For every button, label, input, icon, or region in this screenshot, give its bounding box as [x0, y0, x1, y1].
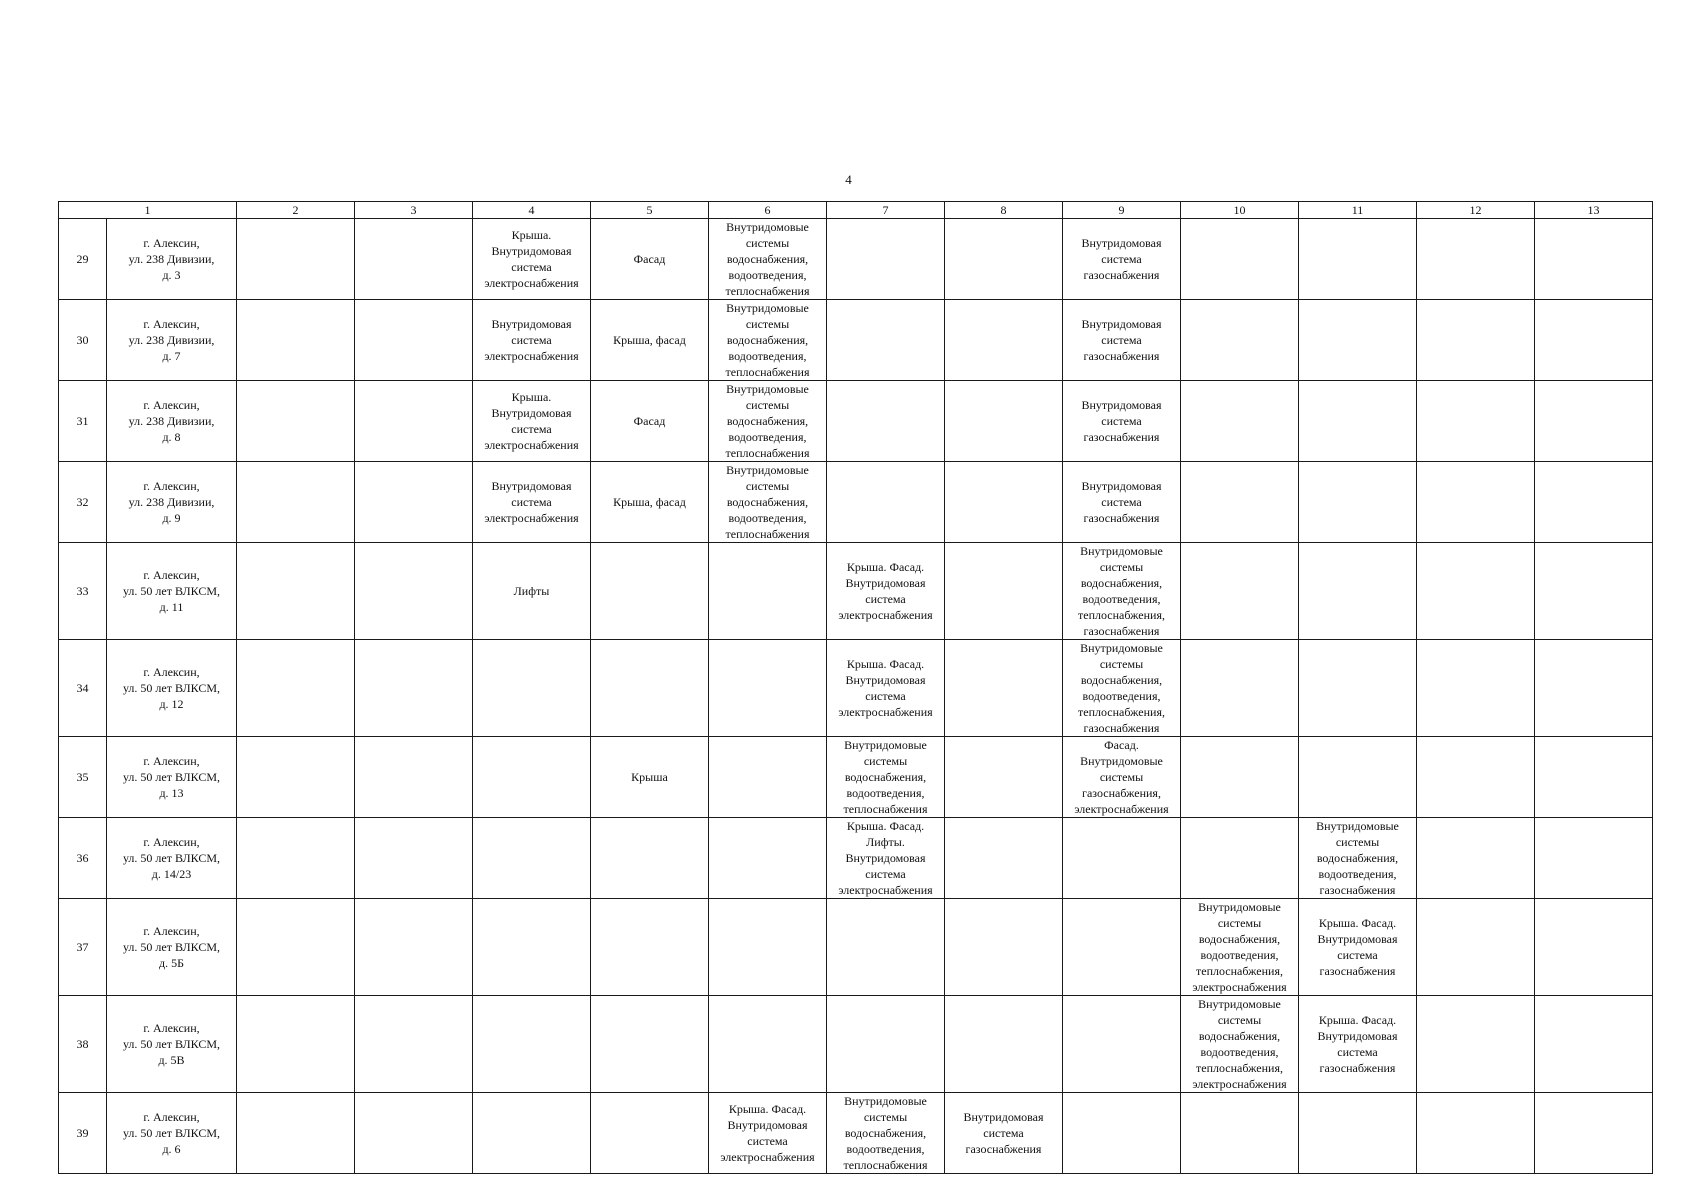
address-cell: г. Алексин, ул. 50 лет ВЛКСМ, д. 13 — [107, 737, 237, 818]
column-header-2: 2 — [237, 202, 355, 219]
column-header-10: 10 — [1181, 202, 1299, 219]
cell-col-7: Крыша. Фасад. Внутридомовая система электроснабжения — [827, 543, 945, 640]
cell-col-12 — [1417, 300, 1535, 381]
row-number: 34 — [59, 640, 107, 737]
cell-col-6 — [709, 737, 827, 818]
cell-col-2 — [237, 640, 355, 737]
address-cell: г. Алексин, ул. 50 лет ВЛКСМ, д. 12 — [107, 640, 237, 737]
cell-col-3 — [355, 818, 473, 899]
cell-col-2 — [237, 818, 355, 899]
table-row — [59, 300, 1653, 381]
table-row — [59, 899, 1653, 996]
cell-col-9: Внутридомовая система газоснабжения — [1063, 219, 1181, 300]
cell-col-4: Лифты — [473, 543, 591, 640]
cell-col-6 — [709, 640, 827, 737]
cell-col-6 — [709, 899, 827, 996]
cell-col-4: Внутридомовая система электроснабжения — [473, 300, 591, 381]
table-row — [59, 543, 1653, 640]
row-number: 33 — [59, 543, 107, 640]
cell-col-3 — [355, 219, 473, 300]
cell-col-10 — [1181, 1093, 1299, 1174]
row-number: 38 — [59, 996, 107, 1093]
column-header-9: 9 — [1063, 202, 1181, 219]
header-row — [59, 202, 1653, 219]
cell-col-8 — [945, 996, 1063, 1093]
cell-col-12 — [1417, 462, 1535, 543]
cell-col-10: Внутридомовые системы водоснабжения, водоотведения, теплоснабжения, электроснабжения — [1181, 996, 1299, 1093]
row-number: 29 — [59, 219, 107, 300]
cell-col-13 — [1535, 1093, 1653, 1174]
cell-col-10 — [1181, 381, 1299, 462]
column-header-13: 13 — [1535, 202, 1653, 219]
column-header-11: 11 — [1299, 202, 1417, 219]
table-row — [59, 737, 1653, 818]
cell-col-6: Внутридомовые системы водоснабжения, водоотведения, теплоснабжения — [709, 300, 827, 381]
address-cell: г. Алексин, ул. 238 Дивизии, д. 8 — [107, 381, 237, 462]
cell-col-7: Внутридомовые системы водоснабжения, водоотведения, теплоснабжения — [827, 737, 945, 818]
cell-col-8 — [945, 543, 1063, 640]
cell-col-6 — [709, 996, 827, 1093]
cell-col-6: Крыша. Фасад. Внутридомовая система электроснабжения — [709, 1093, 827, 1174]
cell-col-4 — [473, 640, 591, 737]
cell-col-10 — [1181, 640, 1299, 737]
cell-col-12 — [1417, 899, 1535, 996]
cell-col-5: Фасад — [591, 381, 709, 462]
cell-col-12 — [1417, 818, 1535, 899]
cell-col-2 — [237, 381, 355, 462]
cell-col-8 — [945, 640, 1063, 737]
cell-col-11: Внутридомовые системы водоснабжения, водоотведения, газоснабжения — [1299, 818, 1417, 899]
cell-col-3 — [355, 737, 473, 818]
cell-col-11 — [1299, 462, 1417, 543]
cell-col-4 — [473, 818, 591, 899]
cell-col-3 — [355, 300, 473, 381]
cell-col-11 — [1299, 219, 1417, 300]
table-body — [59, 202, 1653, 1174]
cell-col-11: Крыша. Фасад. Внутридомовая система газоснабжения — [1299, 996, 1417, 1093]
cell-col-13 — [1535, 300, 1653, 381]
address-cell: г. Алексин, ул. 50 лет ВЛКСМ, д. 5В — [107, 996, 237, 1093]
cell-col-3 — [355, 462, 473, 543]
address-cell: г. Алексин, ул. 238 Дивизии, д. 7 — [107, 300, 237, 381]
cell-col-7: Крыша. Фасад. Внутридомовая система электроснабжения — [827, 640, 945, 737]
cell-col-3 — [355, 381, 473, 462]
cell-col-2 — [237, 737, 355, 818]
cell-col-13 — [1535, 899, 1653, 996]
column-header-12: 12 — [1417, 202, 1535, 219]
cell-col-11 — [1299, 381, 1417, 462]
cell-col-7 — [827, 381, 945, 462]
cell-col-11 — [1299, 640, 1417, 737]
column-header-1: 1 — [59, 202, 237, 219]
column-header-4: 4 — [473, 202, 591, 219]
cell-col-10 — [1181, 300, 1299, 381]
cell-col-5 — [591, 1093, 709, 1174]
cell-col-13 — [1535, 462, 1653, 543]
cell-col-2 — [237, 219, 355, 300]
cell-col-6: Внутридомовые системы водоснабжения, водоотведения, теплоснабжения — [709, 462, 827, 543]
cell-col-12 — [1417, 219, 1535, 300]
table-row — [59, 1093, 1653, 1174]
cell-col-8 — [945, 381, 1063, 462]
cell-col-12 — [1417, 640, 1535, 737]
page-number: 4 — [845, 172, 852, 187]
address-cell: г. Алексин, ул. 50 лет ВЛКСМ, д. 6 — [107, 1093, 237, 1174]
cell-col-12 — [1417, 543, 1535, 640]
cell-col-7 — [827, 300, 945, 381]
cell-col-12 — [1417, 381, 1535, 462]
row-number: 36 — [59, 818, 107, 899]
cell-col-12 — [1417, 737, 1535, 818]
row-number: 32 — [59, 462, 107, 543]
cell-col-13 — [1535, 640, 1653, 737]
cell-col-2 — [237, 1093, 355, 1174]
cell-col-5: Фасад — [591, 219, 709, 300]
cell-col-11 — [1299, 737, 1417, 818]
cell-col-12 — [1417, 1093, 1535, 1174]
cell-col-6 — [709, 818, 827, 899]
cell-col-4 — [473, 899, 591, 996]
cell-col-9: Внутридомовая система газоснабжения — [1063, 381, 1181, 462]
table-row — [59, 818, 1653, 899]
cell-col-11: Крыша. Фасад. Внутридомовая система газоснабжения — [1299, 899, 1417, 996]
cell-col-4 — [473, 1093, 591, 1174]
row-number: 37 — [59, 899, 107, 996]
address-cell: г. Алексин, ул. 238 Дивизии, д. 3 — [107, 219, 237, 300]
cell-col-12 — [1417, 996, 1535, 1093]
cell-col-13 — [1535, 996, 1653, 1093]
cell-col-11 — [1299, 300, 1417, 381]
cell-col-13 — [1535, 737, 1653, 818]
cell-col-10: Внутридомовые системы водоснабжения, водоотведения, теплоснабжения, электроснабжения — [1181, 899, 1299, 996]
cell-col-8 — [945, 899, 1063, 996]
table-row — [59, 219, 1653, 300]
table-row — [59, 996, 1653, 1093]
table-row — [59, 381, 1653, 462]
row-number: 39 — [59, 1093, 107, 1174]
cell-col-7 — [827, 462, 945, 543]
cell-col-7 — [827, 219, 945, 300]
table-row — [59, 640, 1653, 737]
cell-col-2 — [237, 996, 355, 1093]
cell-col-10 — [1181, 543, 1299, 640]
cell-col-9 — [1063, 818, 1181, 899]
column-header-3: 3 — [355, 202, 473, 219]
cell-col-11 — [1299, 543, 1417, 640]
cell-col-13 — [1535, 381, 1653, 462]
cell-col-6: Внутридомовые системы водоснабжения, водоотведения, теплоснабжения — [709, 381, 827, 462]
cell-col-5 — [591, 996, 709, 1093]
cell-col-5 — [591, 818, 709, 899]
address-cell: г. Алексин, ул. 50 лет ВЛКСМ, д. 11 — [107, 543, 237, 640]
cell-col-9: Внутридомовые системы водоснабжения, водоотведения, теплоснабжения, газоснабжения — [1063, 640, 1181, 737]
cell-col-4 — [473, 737, 591, 818]
cell-col-5 — [591, 899, 709, 996]
cell-col-8 — [945, 462, 1063, 543]
address-cell: г. Алексин, ул. 238 Дивизии, д. 9 — [107, 462, 237, 543]
cell-col-2 — [237, 899, 355, 996]
cell-col-10 — [1181, 737, 1299, 818]
column-header-7: 7 — [827, 202, 945, 219]
cell-col-9 — [1063, 996, 1181, 1093]
cell-col-3 — [355, 899, 473, 996]
cell-col-8 — [945, 300, 1063, 381]
cell-col-4: Крыша. Внутридомовая система электроснабжения — [473, 381, 591, 462]
row-number: 30 — [59, 300, 107, 381]
cell-col-2 — [237, 462, 355, 543]
address-cell: г. Алексин, ул. 50 лет ВЛКСМ, д. 14/23 — [107, 818, 237, 899]
cell-col-5 — [591, 640, 709, 737]
cell-col-13 — [1535, 219, 1653, 300]
cell-col-3 — [355, 543, 473, 640]
cell-col-7: Крыша. Фасад. Лифты. Внутридомовая система электроснабжения — [827, 818, 945, 899]
cell-col-4: Крыша. Внутридомовая система электроснабжения — [473, 219, 591, 300]
cell-col-9 — [1063, 1093, 1181, 1174]
cell-col-3 — [355, 640, 473, 737]
cell-col-7: Внутридомовые системы водоснабжения, водоотведения, теплоснабжения — [827, 1093, 945, 1174]
cell-col-6 — [709, 543, 827, 640]
cell-col-6: Внутридомовые системы водоснабжения, водоотведения, теплоснабжения — [709, 219, 827, 300]
table-row — [59, 462, 1653, 543]
cell-col-8 — [945, 818, 1063, 899]
cell-col-2 — [237, 300, 355, 381]
cell-col-13 — [1535, 543, 1653, 640]
cell-col-2 — [237, 543, 355, 640]
cell-col-3 — [355, 996, 473, 1093]
cell-col-10 — [1181, 818, 1299, 899]
cell-col-4 — [473, 996, 591, 1093]
cell-col-8 — [945, 737, 1063, 818]
row-number: 35 — [59, 737, 107, 818]
cell-col-9: Внутридомовая система газоснабжения — [1063, 462, 1181, 543]
cell-col-10 — [1181, 462, 1299, 543]
row-number: 31 — [59, 381, 107, 462]
cell-col-5 — [591, 543, 709, 640]
cell-col-7 — [827, 996, 945, 1093]
cell-col-9: Внутридомовые системы водоснабжения, водоотведения, теплоснабжения, газоснабжения — [1063, 543, 1181, 640]
cell-col-9: Фасад. Внутридомовые системы газоснабжения, электроснабжения — [1063, 737, 1181, 818]
cell-col-5: Крыша, фасад — [591, 300, 709, 381]
column-header-5: 5 — [591, 202, 709, 219]
address-cell: г. Алексин, ул. 50 лет ВЛКСМ, д. 5Б — [107, 899, 237, 996]
cell-col-10 — [1181, 219, 1299, 300]
cell-col-5: Крыша, фасад — [591, 462, 709, 543]
cell-col-8: Внутридомовая система газоснабжения — [945, 1093, 1063, 1174]
cell-col-5: Крыша — [591, 737, 709, 818]
cell-col-3 — [355, 1093, 473, 1174]
column-header-8: 8 — [945, 202, 1063, 219]
cell-col-9 — [1063, 899, 1181, 996]
column-header-6: 6 — [709, 202, 827, 219]
cell-col-11 — [1299, 1093, 1417, 1174]
repair-schedule-table — [58, 201, 1653, 1174]
cell-col-9: Внутридомовая система газоснабжения — [1063, 300, 1181, 381]
cell-col-13 — [1535, 818, 1653, 899]
cell-col-8 — [945, 219, 1063, 300]
cell-col-4: Внутридомовая система электроснабжения — [473, 462, 591, 543]
cell-col-7 — [827, 899, 945, 996]
